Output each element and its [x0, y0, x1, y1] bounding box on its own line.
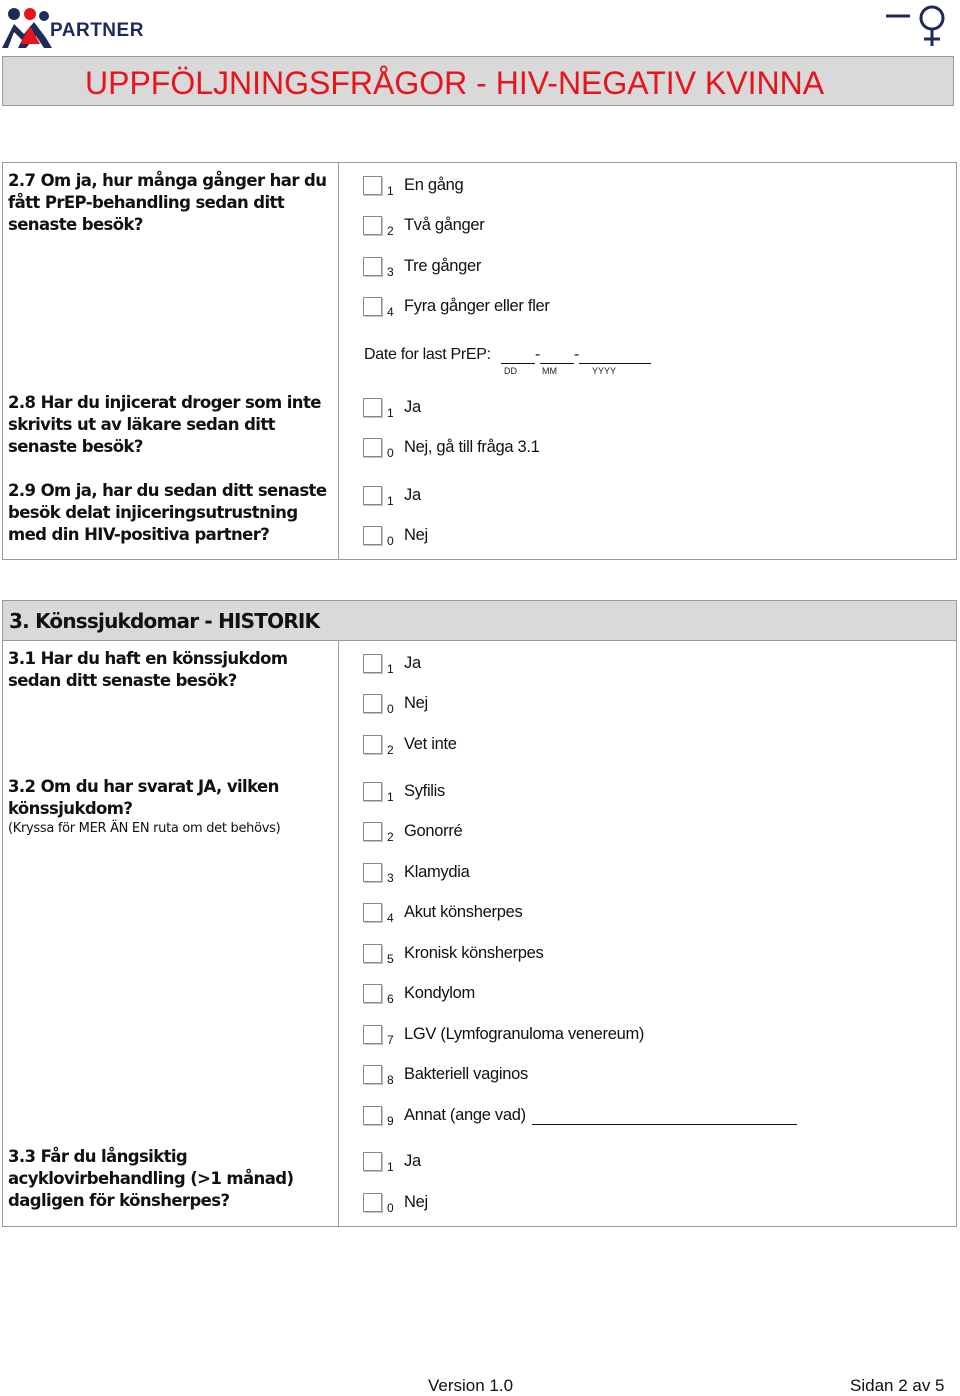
checkbox[interactable] [363, 176, 382, 195]
option-label: Vet inte [404, 735, 457, 753]
option-label: Bakteriell vaginos [404, 1065, 528, 1083]
question-3-2-text: 3.2 Om du har svarat JA, vilken könssjukdom? [8, 777, 279, 818]
checkbox[interactable] [363, 297, 382, 316]
checkbox[interactable] [363, 822, 382, 841]
date-separator: - [534, 346, 540, 363]
checkbox[interactable] [363, 1193, 382, 1212]
option-label: Kondylom [404, 984, 475, 1002]
checkbox[interactable] [363, 694, 382, 713]
option-label: Ja [404, 398, 421, 416]
option-code: 3 [387, 265, 394, 279]
option-code: 1 [387, 790, 394, 804]
checkbox[interactable] [363, 984, 382, 1003]
checkbox[interactable] [363, 735, 382, 754]
option-code: 4 [387, 305, 394, 319]
option-code: 5 [387, 952, 394, 966]
option-label: Ja [404, 654, 421, 672]
section-title: 3. Könssjukdomar - HISTORIK [9, 609, 320, 633]
date-year-blank[interactable] [579, 349, 651, 364]
question-3-2-note: (Kryssa för MER ÄN EN ruta om det behövs) [8, 821, 281, 836]
option-code: 3 [387, 871, 394, 885]
option-code: 0 [387, 446, 394, 460]
option-code: 1 [387, 406, 394, 420]
option-label: Nej [404, 1193, 428, 1211]
option-label: Två gånger [404, 216, 485, 234]
female-symbol-icon [880, 2, 950, 50]
option-label: LGV (Lymfogranuloma venereum) [404, 1025, 645, 1043]
option-code: 2 [387, 743, 394, 757]
option-code: 2 [387, 224, 394, 238]
option-code: 7 [387, 1033, 394, 1047]
option-label: Kronisk könsherpes [404, 944, 544, 962]
option-code: 4 [387, 911, 394, 925]
option-code: 1 [387, 1160, 394, 1174]
checkbox[interactable] [363, 1025, 382, 1044]
checkbox[interactable] [363, 782, 382, 801]
question-3-2 [8, 776, 328, 838]
option-label: Fyra gånger eller fler [404, 297, 550, 315]
date-label: Date for last PrEP: [364, 346, 491, 363]
page-number: Sidan 2 av 5 [850, 1376, 945, 1395]
checkbox[interactable] [363, 257, 382, 276]
option-code: 9 [387, 1114, 394, 1128]
option-code: 0 [387, 702, 394, 716]
checkbox[interactable] [363, 903, 382, 922]
option-code: 1 [387, 184, 394, 198]
option-label: Ja [404, 486, 421, 504]
option-code: 8 [387, 1073, 394, 1087]
option-label: Nej, gå till fråga 3.1 [404, 438, 540, 456]
option-code: 1 [387, 662, 394, 676]
date-yyyy-hint: YYYY [592, 366, 617, 376]
date-separator: - [573, 346, 580, 363]
option-label: Klamydia [404, 863, 470, 881]
option-label: Nej [404, 526, 428, 544]
checkbox[interactable] [363, 438, 382, 457]
option-label: Syfilis [404, 782, 445, 800]
option-label: En gång [404, 176, 464, 194]
option-label-with-blank [404, 1106, 797, 1125]
question-3-1: 3.1 Har du haft en könssjukdom sedan ditt senaste besök? [8, 649, 288, 690]
date-month-blank[interactable] [540, 349, 574, 364]
checkbox[interactable] [363, 398, 382, 417]
page-title: UPPFÖLJNINGSFRÅGOR - HIV-NEGATIV KVINNA [85, 65, 825, 101]
other-specify-blank[interactable] [532, 1110, 797, 1125]
option-code: 0 [387, 534, 394, 548]
checkbox[interactable] [363, 1106, 382, 1125]
checkbox[interactable] [363, 1152, 382, 1171]
checkbox[interactable] [363, 654, 382, 673]
question-block-3 [2, 640, 957, 1227]
checkbox[interactable] [363, 863, 382, 882]
checkbox[interactable] [363, 1065, 382, 1084]
option-label: Ja [404, 1152, 421, 1170]
option-code: 6 [387, 992, 394, 1006]
partner-logo [0, 4, 170, 52]
date-day-blank[interactable] [501, 349, 535, 364]
option-label: Nej [404, 694, 428, 712]
question-2-7: 2.7 Om ja, hur många gånger har du fått PrEP-behandling sedan ditt senaste besök? [8, 171, 327, 234]
option-label: Gonorré [404, 822, 463, 840]
option-code: 1 [387, 494, 394, 508]
option-label: Annat (ange vad) [404, 1106, 526, 1124]
question-2-8: 2.8 Har du injicerat droger som inte skrivits ut av läkare sedan ditt senaste besök? [8, 393, 321, 456]
question-2-9: 2.9 Om ja, har du sedan ditt senaste besök delat injiceringsutrustning med din HIV-positiva partner? [8, 481, 327, 544]
option-code: 2 [387, 830, 394, 844]
title-bar [2, 56, 954, 106]
date-dd-hint: DD [504, 366, 517, 376]
option-label: Tre gånger [404, 257, 482, 275]
checkbox[interactable] [363, 216, 382, 235]
version-label: Version 1.0 [428, 1376, 514, 1395]
checkbox[interactable] [363, 944, 382, 963]
option-label: Akut könsherpes [404, 903, 523, 921]
logo-text: PARTNER [50, 20, 144, 41]
date-mm-hint: MM [542, 366, 557, 376]
column-divider [338, 640, 339, 1227]
checkbox[interactable] [363, 526, 382, 545]
last-prep-date-field[interactable] [364, 346, 651, 364]
question-3-3: 3.3 Får du långsiktig acyklovirbehandling (>1 månad) dagligen för könsherpes? [8, 1147, 294, 1210]
option-code: 0 [387, 1201, 394, 1215]
section-header [2, 600, 957, 641]
checkbox[interactable] [363, 486, 382, 505]
column-divider [338, 162, 339, 560]
